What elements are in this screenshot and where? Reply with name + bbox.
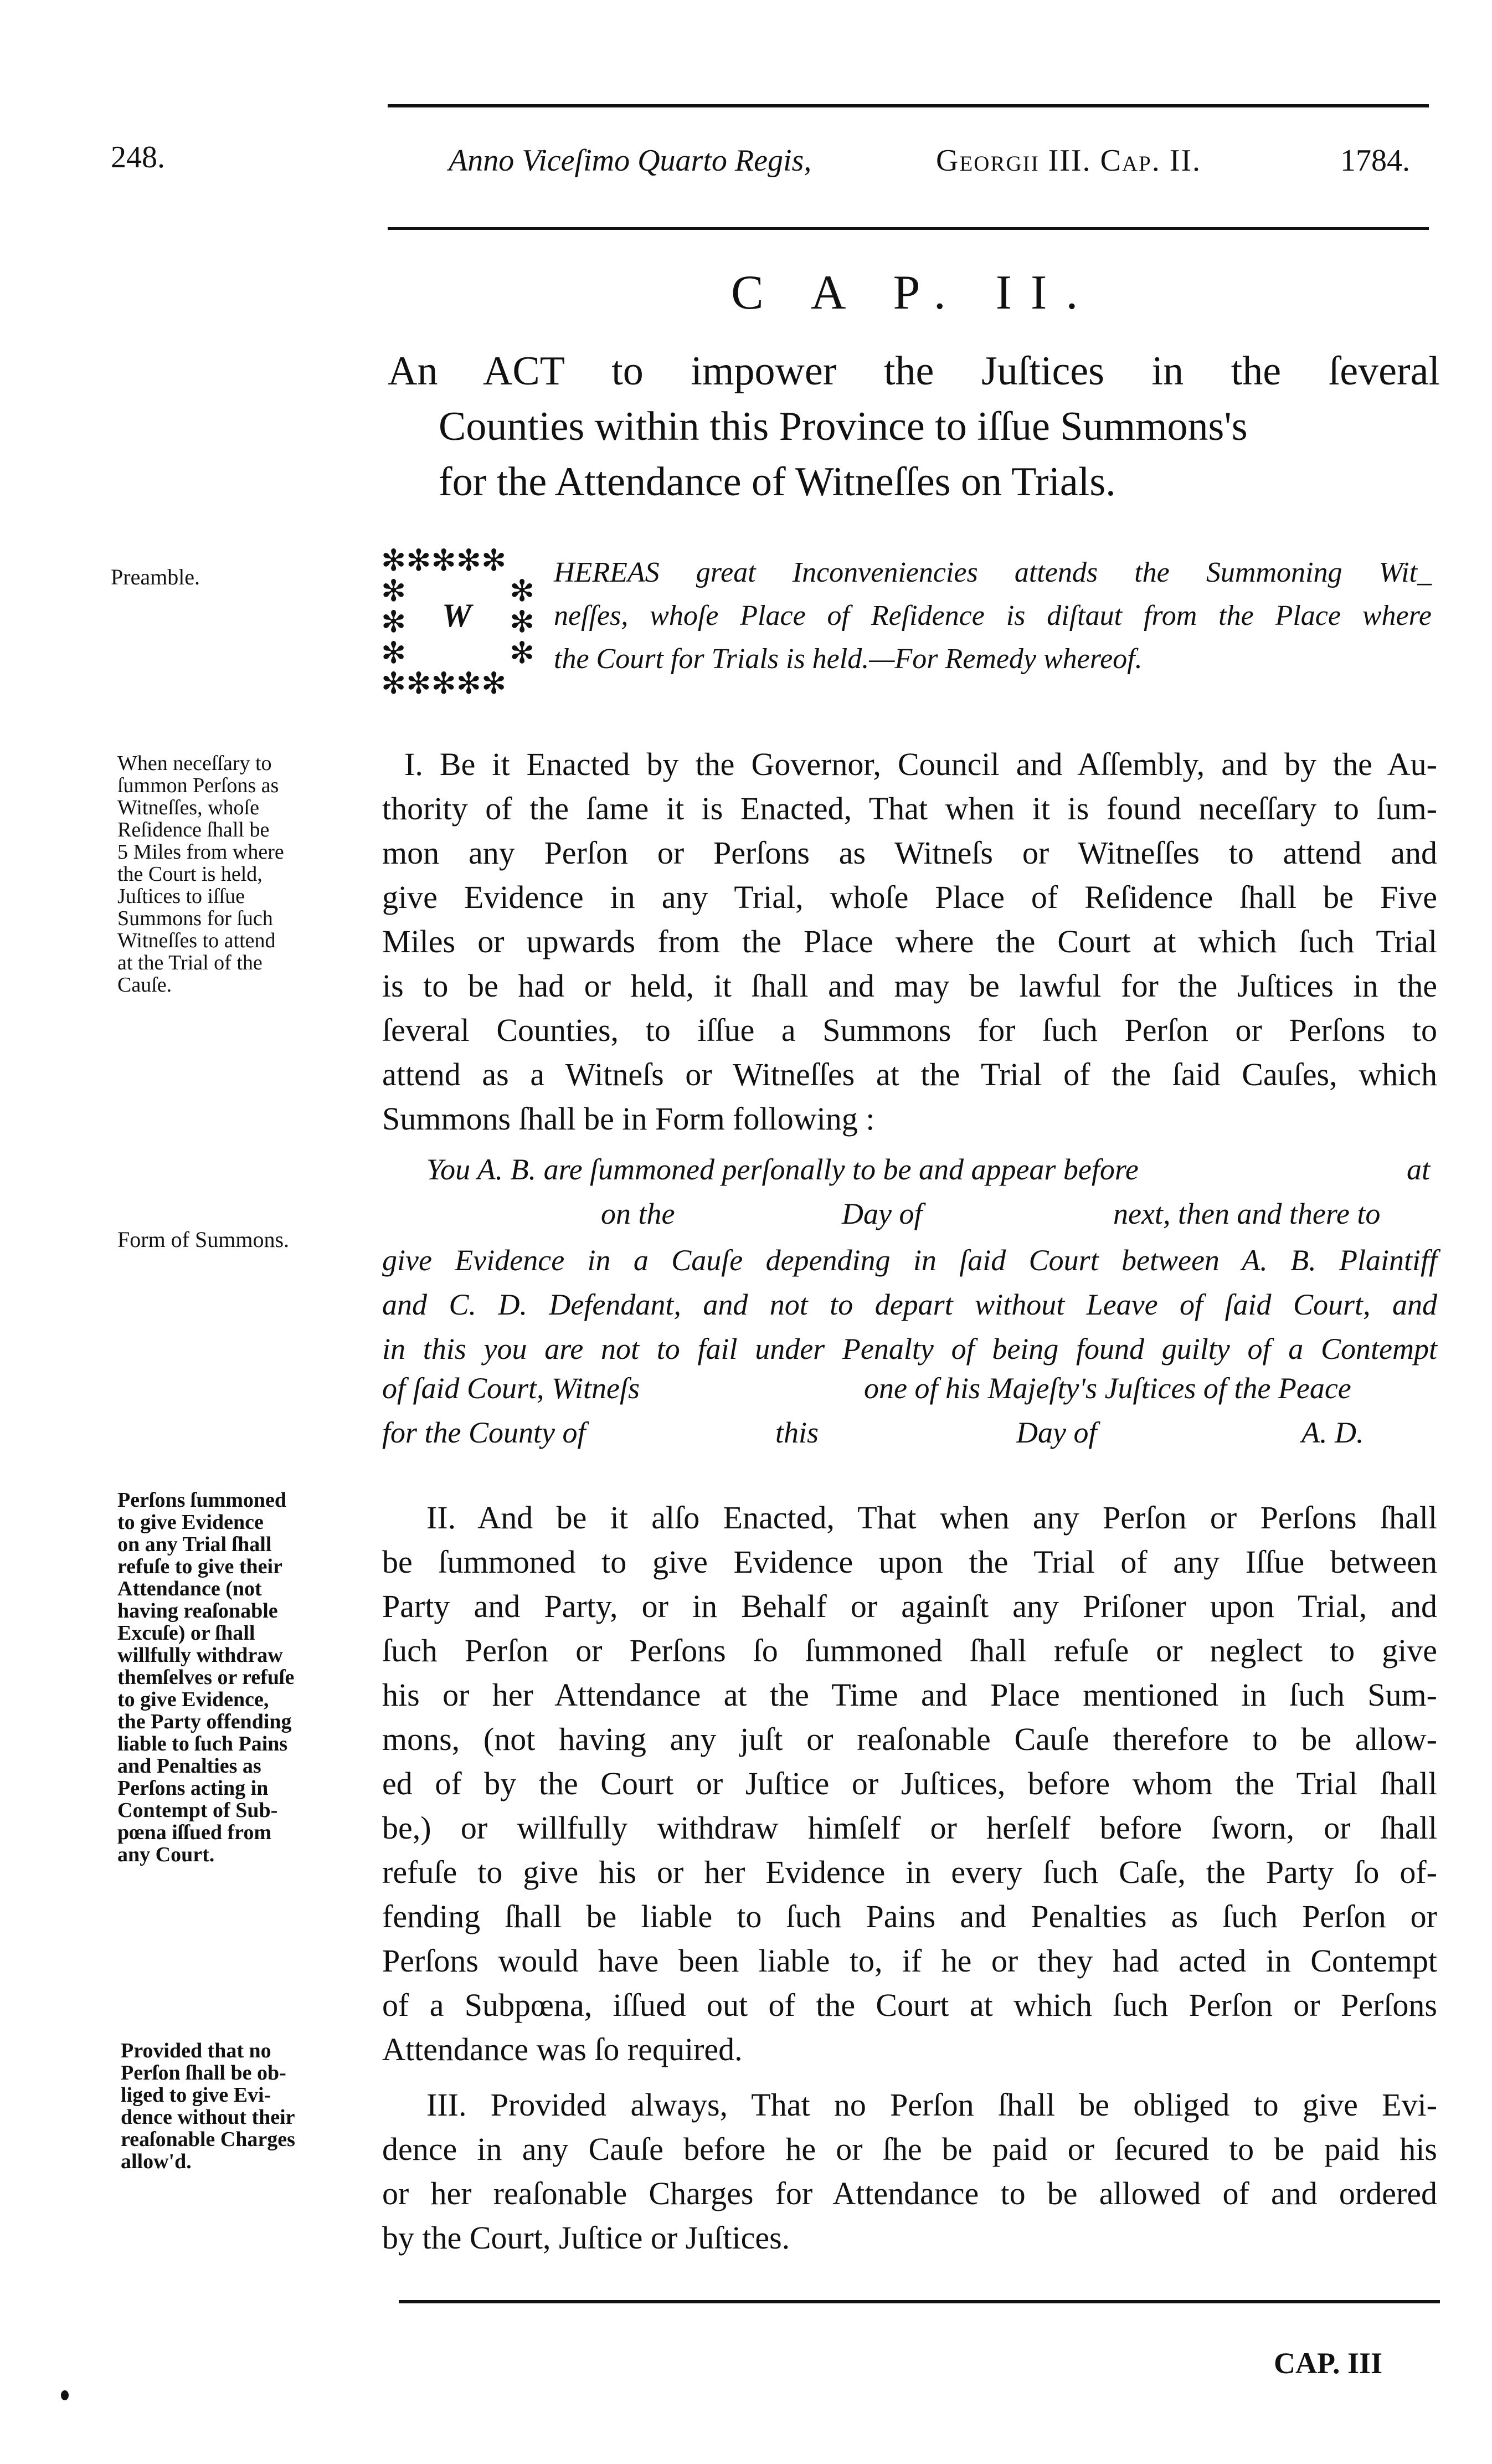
- margin-note-line: at the Trial of the: [117, 951, 263, 974]
- section-1-line: is to be had or held, it ſhall and may be lawful for the Juſtices in the: [382, 968, 1437, 1004]
- summons-line-1a: You A. B. are ſummoned perſonally to be and appear before: [426, 1153, 1139, 1186]
- margin-note-line: Perſon ſhall be ob-: [121, 2061, 286, 2085]
- margin-note-line: Excuſe) or ſhall: [117, 1621, 255, 1645]
- margin-note-section-2: [117, 1489, 361, 1866]
- section-3-line: by the Court, Juſtice or Juſtices.: [382, 2220, 790, 2256]
- bottom-rule: [399, 2300, 1440, 2303]
- section-2-line: Perſons would have been liable to, if he or they had acted in Contempt: [382, 1943, 1437, 1979]
- margin-note-line: to give Evidence,: [117, 1688, 269, 1711]
- running-title-italic: Anno Viceſimo Quarto Regis,: [449, 143, 812, 178]
- section-2-line: be,) or willfully withdraw himſelf or herſelf before ſworn, or ſhall: [382, 1810, 1437, 1846]
- ink-speck: [61, 2390, 69, 2400]
- margin-note-line: refuſe to give their: [117, 1555, 282, 1578]
- summons-line-1b: at: [1407, 1153, 1431, 1186]
- margin-note-line: Witneſſes, whoſe: [117, 796, 259, 819]
- section-1-line: attend as a Witneſs or Witneſſes at the Trial of the ſaid Cauſes, which: [382, 1056, 1437, 1092]
- act-title-line-3: for the Attendance of Witneſſes on Trials.: [439, 459, 1116, 505]
- margin-note-line: Perſons ſummoned: [117, 1488, 287, 1512]
- margin-note-line: on any Trial ſhall: [117, 1533, 272, 1556]
- margin-note-line: Juſtices to iſſue: [117, 885, 245, 908]
- section-2-line: Attendance was ſo required.: [382, 2031, 743, 2067]
- margin-note-line: allow'd.: [121, 2150, 192, 2173]
- summons-line-3: give Evidence in a Cauſe depending in ſaid Court between A. B. Plaintiff: [382, 1244, 1437, 1277]
- section-1-line: ſeveral Counties, to iſſue a Summons for ſuch Perſon or Perſons to: [382, 1012, 1437, 1048]
- header-rule: [388, 227, 1429, 230]
- margin-note-line: having reaſonable: [117, 1599, 278, 1623]
- summons-line-5: in this you are not to fail under Penalty of being found guilty of a Contempt: [382, 1332, 1437, 1366]
- margin-note-line: liged to give Evi-: [121, 2083, 271, 2107]
- page-number: 248.: [111, 140, 165, 174]
- act-title: [388, 343, 1440, 510]
- summons-line-2a: on the: [601, 1197, 675, 1230]
- margin-note-line: pœna iſſued from: [117, 1821, 272, 1844]
- running-title-caps: Georgii III. Cap. II.: [936, 143, 1202, 178]
- section-3: [382, 2083, 1437, 2260]
- star-ornament-bottom: ✻✻✻✻✻: [381, 667, 507, 700]
- margin-note-line: Contempt of Sub-: [117, 1799, 278, 1822]
- margin-note-line: ſummon Perſons as: [117, 774, 279, 797]
- section-1-line: give Evidence in any Trial, whoſe Place of Reſidence ſhall be Five: [382, 879, 1437, 915]
- margin-note-section-3: [121, 2040, 364, 2173]
- summons-line-4: and C. D. Defendant, and not to depart without Leave of ſaid Court, and: [382, 1288, 1437, 1321]
- year: 1784.: [1340, 143, 1410, 178]
- section-2-line: his or her Attendance at the Time and Place mentioned in ſuch Sum-: [382, 1677, 1437, 1713]
- margin-note-line: dence without their: [121, 2106, 295, 2129]
- section-3-line: dence in any Cauſe before he or ſhe be paid or ſecured to be paid his: [382, 2131, 1437, 2167]
- summons-full-lines: [382, 1238, 1437, 1371]
- section-2-line: Party and Party, or in Behalf or againſt any Priſoner upon Trial, and: [382, 1588, 1437, 1624]
- section-2-line: II. And be it alſo Enacted, That when any Perſon or Perſons ſhall: [426, 1500, 1437, 1536]
- chapter-heading: C A P. II.: [731, 266, 1097, 320]
- margin-note-line: Attendance (not: [117, 1577, 262, 1600]
- margin-note-line: Summons for ſuch: [117, 907, 273, 930]
- preamble-line-3: the Court for Trials is held.—For Remedy whereof.: [554, 643, 1143, 675]
- summons-line-7c: Day of: [1016, 1416, 1097, 1449]
- margin-note-line: and Penalties as: [117, 1754, 261, 1778]
- margin-note-line: the Party offending: [117, 1710, 292, 1733]
- margin-note-line: When neceſſary to: [117, 752, 272, 775]
- summons-line-6b: one of his Majeſty's Juſtices of the Peace: [864, 1372, 1351, 1405]
- margin-note-line: Reſidence ſhall be: [117, 818, 270, 841]
- section-2-line: refuſe to give his or her Evidence in every ſuch Caſe, the Party ſo of-: [382, 1854, 1437, 1890]
- section-2: [382, 1496, 1437, 2072]
- margin-note-line: reaſonable Charges: [121, 2128, 295, 2151]
- summons-line-7b: this: [775, 1416, 819, 1449]
- summons-line-7d: A. D.: [1301, 1416, 1364, 1449]
- margin-note-line: Provided that no: [121, 2039, 271, 2062]
- section-1: [382, 742, 1437, 1141]
- margin-note-section-1: [117, 752, 356, 996]
- margin-note-line: the Court is held,: [117, 863, 263, 886]
- section-3-line: III. Provided always, That no Perſon ſhall be obliged to give Evi-: [426, 2087, 1437, 2123]
- margin-note-line: liable to ſuch Pains: [117, 1732, 288, 1755]
- summons-line-2b: Day of: [842, 1197, 923, 1230]
- section-2-line: be ſummoned to give Evidence upon the Trial of any Iſſue between: [382, 1544, 1437, 1580]
- ornamental-drop-cap-frame: [381, 546, 547, 712]
- section-2-line: fending ſhall be liable to ſuch Pains and Penalties as ſuch Perſon or: [382, 1898, 1437, 1934]
- section-3-line: or her reaſonable Charges for Attendance to be allowed of and ordered: [382, 2175, 1437, 2211]
- act-title-line-2: Counties within this Province to iſſue Summons's: [439, 404, 1248, 449]
- margin-note-line: Perſons acting in: [117, 1777, 269, 1800]
- star-ornament-top: ✻✻✻✻✻: [381, 544, 507, 577]
- catchword: CAP. III: [1274, 2347, 1383, 2380]
- form-of-summons: [382, 1152, 1437, 1474]
- section-1-line: I. Be it Enacted by the Governor, Council and Aſſembly, and by the Au-: [404, 746, 1437, 782]
- star-ornament-left: ✻ ✻ ✻: [381, 574, 407, 670]
- margin-note-line: any Court.: [117, 1843, 215, 1866]
- section-1-line: Summons ſhall be in Form following :: [382, 1101, 875, 1137]
- section-2-line: ed of by the Court or Juſtice or Juſtices, before whom the Trial ſhall: [382, 1765, 1437, 1801]
- margin-note-line: Witneſſes to attend: [117, 929, 276, 952]
- top-rule: [388, 104, 1429, 107]
- preamble-text: [554, 551, 1432, 681]
- margin-note-form-of-summons: Form of Summons.: [117, 1227, 290, 1252]
- margin-note-line: Cauſe.: [117, 973, 172, 997]
- section-1-line: thority of the ſame it is Enacted, That when it is found neceſſary to ſum-: [382, 790, 1437, 827]
- summons-line-7a: for the County of: [382, 1416, 586, 1449]
- drop-cap-letter: W: [442, 597, 472, 634]
- act-title-line-1: An ACT to impower the Juſtices in the ſeveral: [388, 348, 1440, 394]
- preamble-line-1: HEREAS great Inconveniencies attends the Summoning Wit_: [554, 557, 1432, 588]
- margin-note-line: 5 Miles from where: [117, 840, 284, 864]
- summons-line-6a: of ſaid Court, Witneſs: [382, 1372, 640, 1405]
- summons-line-2c: next, then and there to: [1113, 1197, 1381, 1230]
- preamble-line-2: neſſes, whoſe Place of Reſidence is diſtaut from the Place where: [554, 600, 1432, 632]
- section-2-line: of a Subpœna, iſſued out of the Court at which ſuch Perſon or Perſons: [382, 1987, 1437, 2023]
- section-1-line: mon any Perſon or Perſons as Witneſs or Witneſſes to attend and: [382, 835, 1437, 871]
- section-2-line: mons, (not having any juſt or reaſonable Cauſe therefore to be allow-: [382, 1721, 1437, 1757]
- section-1-line: Miles or upwards from the Place where the Court at which ſuch Trial: [382, 923, 1437, 959]
- section-2-line: ſuch Perſon or Perſons ſo ſummoned ſhall refuſe or neglect to give: [382, 1633, 1437, 1669]
- margin-note-preamble: Preamble.: [111, 564, 200, 589]
- margin-note-line: willfully withdraw: [117, 1644, 283, 1667]
- margin-note-line: to give Evidence: [117, 1511, 264, 1534]
- star-ornament-right: ✻ ✻ ✻: [510, 574, 535, 670]
- margin-note-line: themſelves or refuſe: [117, 1666, 295, 1689]
